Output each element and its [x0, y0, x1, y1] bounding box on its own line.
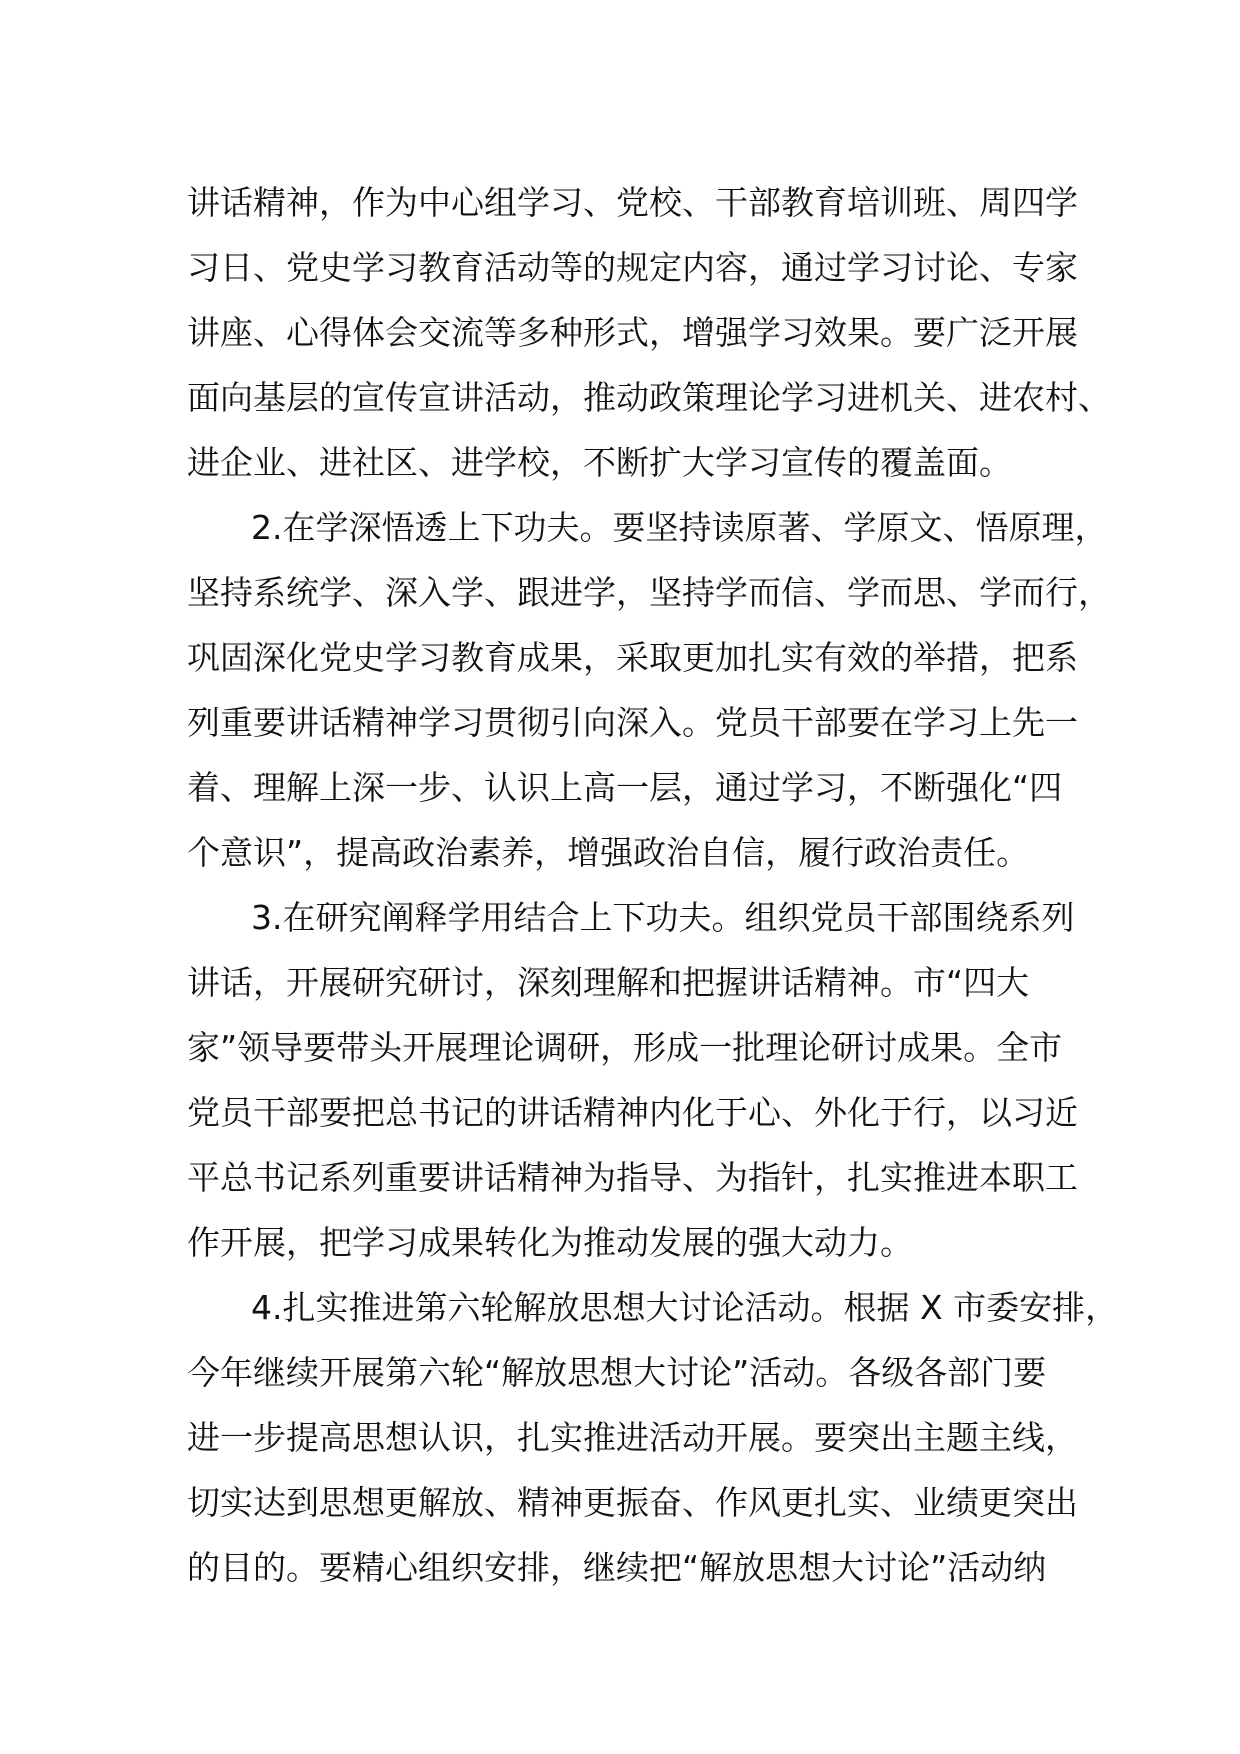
text-line: 作开展，把学习成果转化为推动发展的强大动力。 — [187, 1223, 913, 1262]
text-line: 列重要讲话精神学习贯彻引向深入。党员干部要在学习上先一 — [187, 703, 1078, 742]
text-line: 着、理解上深一步、认识上高一层，通过学习，不断强化“四 — [187, 768, 1063, 807]
text-line: 面向基层的宣传宣讲活动，推动政策理论学习进机关、进农村、 — [187, 378, 1111, 417]
text-line: 切实达到思想更解放、精神更振奋、作风更扎实、业绩更突出 — [187, 1483, 1078, 1522]
text-line: 今年继续开展第六轮“解放思想大讨论”活动。各级各部门要 — [187, 1353, 1047, 1392]
document-body — [187, 170, 1119, 1600]
text-line: 习日、党史学习教育活动等的规定内容，通过学习讨论、专家 — [187, 248, 1078, 287]
text-line: 党员干部要把总书记的讲话精神内化于心、外化于行，以习近 — [187, 1093, 1078, 1132]
text-line: 家”领导要带头开展理论调研，形成一批理论研讨成果。全市 — [187, 1028, 1063, 1067]
text-line: 进一步提高思想认识，扎实推进活动开展。要突出主题主线， — [187, 1418, 1078, 1457]
text-line: 个意识”，提高政治素养，增强政治自信，履行政治责任。 — [187, 833, 1030, 872]
text-line: 讲话，开展研究研讨，深刻理解和把握讲话精神。市“四大 — [187, 963, 1030, 1002]
text-line: 2.在学深悟透上下功夫。要坚持读原著、学原文、悟原理， — [251, 508, 1108, 547]
text-line: 3.在研究阐释学用结合上下功夫。组织党员干部围绕系列 — [251, 898, 1075, 937]
text-line: 坚持系统学、深入学、跟进学，坚持学而信、学而思、学而行， — [187, 573, 1111, 612]
text-line: 4.扎实推进第六轮解放思想大讨论活动。根据 X 市委安排， — [251, 1288, 1119, 1327]
text-line: 巩固深化党史学习教育成果，采取更加扎实有效的举措，把系 — [187, 638, 1078, 677]
text-line: 平总书记系列重要讲话精神为指导、为指针，扎实推进本职工 — [187, 1158, 1078, 1197]
text-line: 讲话精神，作为中心组学习、党校、干部教育培训班、周四学 — [187, 183, 1078, 222]
text-line: 讲座、心得体会交流等多种形式，增强学习效果。要广泛开展 — [187, 313, 1078, 352]
text-line: 进企业、进社区、进学校，不断扩大学习宣传的覆盖面。 — [187, 443, 1012, 482]
text-line: 的目的。要精心组织安排，继续把“解放思想大讨论”活动纳 — [187, 1548, 1047, 1587]
